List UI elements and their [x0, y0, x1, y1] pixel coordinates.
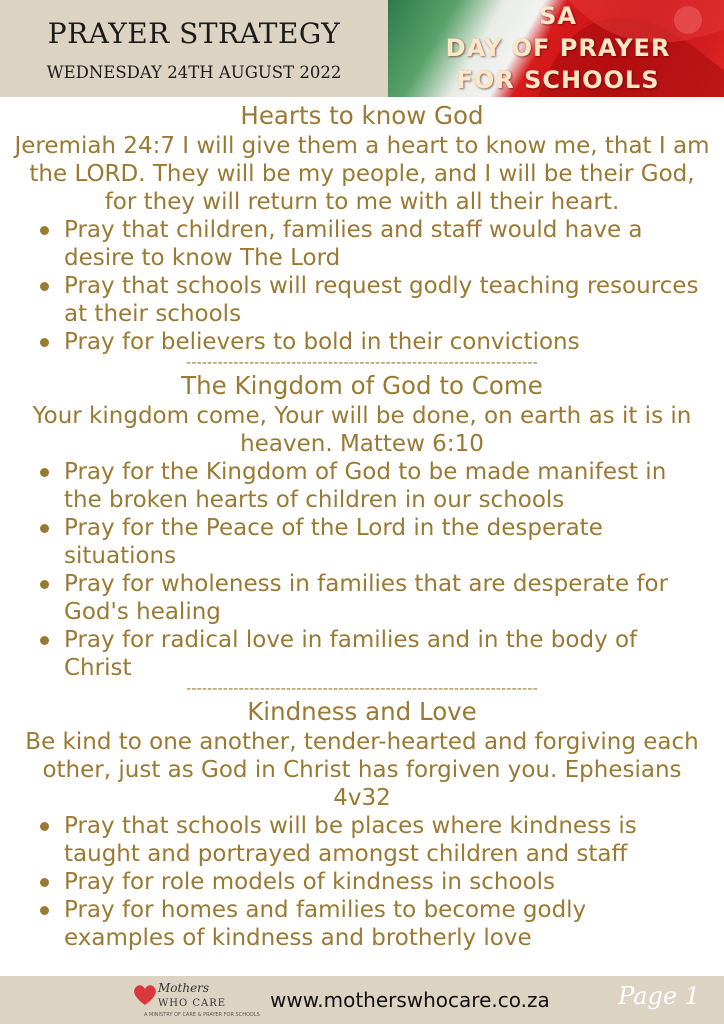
bullet-icon: [40, 226, 49, 235]
bullet-icon: [40, 906, 49, 915]
bullet-icon: [40, 338, 49, 347]
page-footer: [0, 976, 724, 1024]
prayer-item: [36, 514, 704, 570]
prayer-text: Pray for role models of kindness in schools: [64, 869, 556, 895]
mothers-who-care-logo: [130, 979, 260, 1021]
prayer-text: Pray that schools will request godly teaching resources at their schools: [64, 273, 699, 327]
logo-name: Mothers: [158, 981, 210, 995]
prayer-item: [36, 328, 704, 356]
page-number: Page 1: [618, 982, 700, 1010]
prayer-item: [36, 272, 704, 328]
prayer-item: [36, 896, 704, 952]
day-of-prayer-banner: [388, 0, 724, 97]
prayer-item: [36, 626, 704, 682]
prayer-list: [0, 216, 724, 356]
bullet-icon: [40, 580, 49, 589]
prayer-list: [0, 458, 724, 682]
prayer-text: Pray for the Peace of the Lord in the desperate situations: [64, 515, 603, 569]
bullet-icon: [40, 282, 49, 291]
scripture-verse: Your kingdom come, Your will be done, on earth as it is in heaven. Mattew 6:10: [32, 403, 692, 457]
scripture-verse: Be kind to one another, tender-hearted and forgiving each other, just as God in Christ has forgiven you. Ephesians 4v32: [25, 729, 699, 811]
banner-line-2: DAY OF PRAYER: [445, 34, 671, 62]
prayer-text: Pray for homes and families to become godly examples of kindness and brotherly love: [64, 897, 587, 951]
banner-line-1: SA: [539, 2, 577, 30]
logo-tagline: A MINISTRY OF CARE & PRAYER FOR SCHOOLS: [144, 1012, 260, 1018]
prayer-item: [36, 216, 704, 272]
prayer-text: Pray that schools will be places where kindness is taught and portrayed amongst children and staff: [64, 813, 637, 867]
bullet-icon: [40, 524, 49, 533]
prayer-text: Pray for radical love in families and in the body of Christ: [64, 627, 638, 681]
banner-text: [428, 0, 688, 96]
prayer-content: [0, 100, 724, 952]
page-date: WEDNESDAY 24TH AUGUST 2022: [46, 63, 342, 82]
prayer-item: [36, 458, 704, 514]
prayer-text: Pray for the Kingdom of God to be made manifest in the broken hearts of children in our schools: [64, 459, 667, 513]
section-hearts-to-know-god: [0, 102, 724, 356]
bullet-icon: [40, 822, 49, 831]
bullet-icon: [40, 878, 49, 887]
section-divider: -------------------------------------------------------------------: [186, 356, 538, 370]
page-header: [0, 0, 724, 97]
header-title-block: [0, 0, 388, 97]
prayer-item: [36, 812, 704, 868]
banner-line-3: FOR SCHOOLS: [456, 66, 660, 94]
bullet-icon: [40, 636, 49, 645]
heart-icon: [132, 983, 158, 1007]
section-divider: -------------------------------------------------------------------: [186, 682, 538, 696]
section-heading: The Kingdom of God to Come: [181, 371, 543, 400]
prayer-list: [0, 812, 724, 952]
prayer-item: [36, 570, 704, 626]
section-kindness-and-love: [0, 698, 724, 952]
page-title: PRAYER STRATEGY: [47, 17, 341, 50]
bullet-icon: [40, 468, 49, 477]
website-link[interactable]: www.motherswhocare.co.za: [270, 988, 550, 1012]
prayer-text: Pray for believers to bold in their convictions: [64, 329, 580, 355]
section-kingdom-of-god: [0, 372, 724, 682]
section-heading: Kindness and Love: [247, 697, 477, 726]
prayer-item: [36, 868, 704, 896]
section-heading: Hearts to know God: [240, 101, 484, 130]
scripture-verse: Jeremiah 24:7 I will give them a heart to know me, that I am the LORD. They will be my people, and I will be their God, for they will return to me with all their heart.: [14, 133, 710, 215]
logo-subtitle: WHO CARE: [158, 998, 227, 1009]
prayer-text: Pray that children, families and staff would have a desire to know The Lord: [64, 217, 643, 271]
prayer-text: Pray for wholeness in families that are desperate for God's healing: [64, 571, 669, 625]
